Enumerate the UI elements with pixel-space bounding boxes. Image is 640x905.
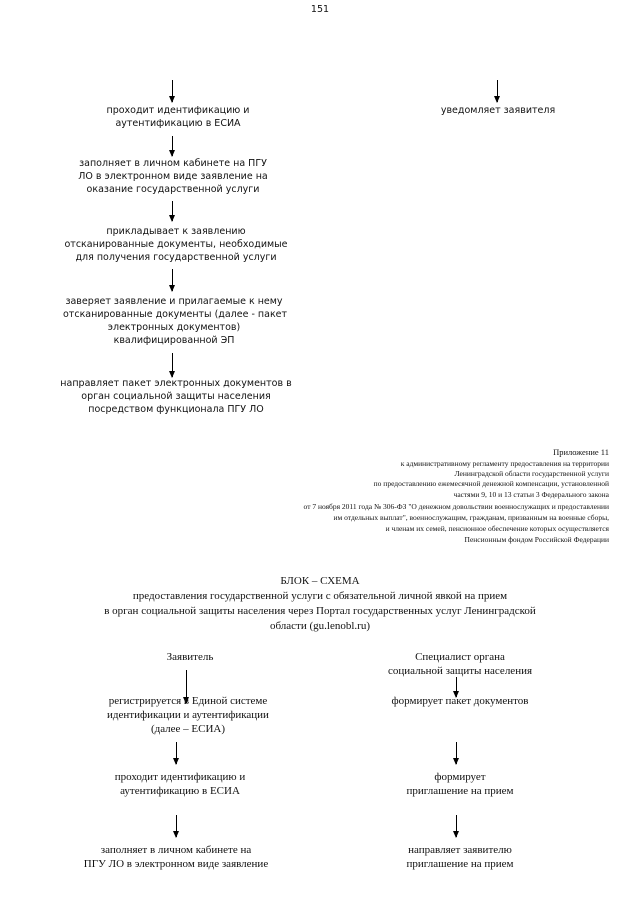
appendix-line: от 7 ноября 2011 года № 306-ФЗ "О денежном довольствии военнослужащих и предоставлении	[303, 502, 609, 511]
scheme-subtitle: области (gu.lenobl.ru)	[269, 620, 370, 632]
form-invitation-step: формирует приглашение на прием	[406, 771, 514, 797]
top-step-4: заверяет заявление и прилагаемые к нему отсканированные документы (далее - пакет электронных документов) квалифицированной ЭП	[63, 296, 288, 346]
top-step-5: направляет пакет электронных документов в орган социальной защиты населения посредством функционала ПГУ ЛО	[60, 378, 292, 415]
appendix-title: Приложение 11	[553, 447, 609, 457]
scheme-subtitle: предоставления государственной услуги с обязательной личной явкой на прием	[132, 590, 508, 602]
flow-arrow	[172, 353, 173, 377]
appendix-line: и членам их семей, пенсионное обеспечение которых осуществляется	[385, 524, 609, 533]
scheme-title: БЛОК – СХЕМА	[280, 575, 360, 587]
top-step-2: заполняет в личном кабинете на ПГУ ЛО в электронном виде заявление на оказание государственной услуги	[78, 158, 268, 195]
appendix-line: Пенсионным фондом Российской Федерации	[464, 535, 609, 544]
appendix-line: по предоставлению ежемесячной денежной компенсации, установленной	[373, 479, 609, 488]
flow-arrow	[456, 742, 457, 764]
top-right-step-notify: уведомляет заявителя	[440, 105, 556, 116]
flow-arrow	[172, 269, 173, 291]
flow-arrow	[176, 815, 177, 837]
top-step-1: проходит идентификацию и аутентификацию в ЕСИА	[106, 105, 250, 129]
flow-arrow	[172, 201, 173, 221]
flow-arrow	[172, 80, 173, 102]
page-number: 151	[310, 4, 330, 15]
register-esia-step: регистрируется в Единой системе идентификации и аутентификации (далее – ЕСИА)	[107, 695, 269, 735]
appendix-line: Ленинградской области государственной услуги	[454, 469, 609, 478]
send-invitation-step: направляет заявителю приглашение на прием	[406, 844, 514, 870]
appendix-line: им отдельных выплат", военнослужащим, гражданам, призванным на военные сборы,	[333, 513, 609, 522]
form-package-step: формирует пакет документов	[391, 695, 529, 707]
flow-arrow	[172, 136, 173, 156]
appendix-line: к административному регламенту предоставления на территории	[400, 459, 609, 468]
flow-arrow	[497, 80, 498, 102]
flow-arrow	[456, 815, 457, 837]
specialist-header: Специалист органа социальной защиты населения	[387, 651, 533, 677]
top-step-3: прикладывает к заявлению отсканированные документы, необходимые для получения государственной услуги	[64, 226, 288, 263]
appendix-line: частями 9, 10 и 13 статьи 3 Федерального закона	[453, 490, 609, 499]
flow-arrow	[176, 742, 177, 764]
scheme-subtitle: в орган социальной защиты населения через Портал государственных услуг Ленинградской	[104, 605, 536, 617]
identification-step: проходит идентификацию и аутентификацию в ЕСИА	[114, 771, 246, 797]
fill-application-step: заполняет в личном кабинете на ПГУ ЛО в электронном виде заявление	[83, 844, 269, 870]
applicant-header: Заявитель	[166, 651, 214, 663]
